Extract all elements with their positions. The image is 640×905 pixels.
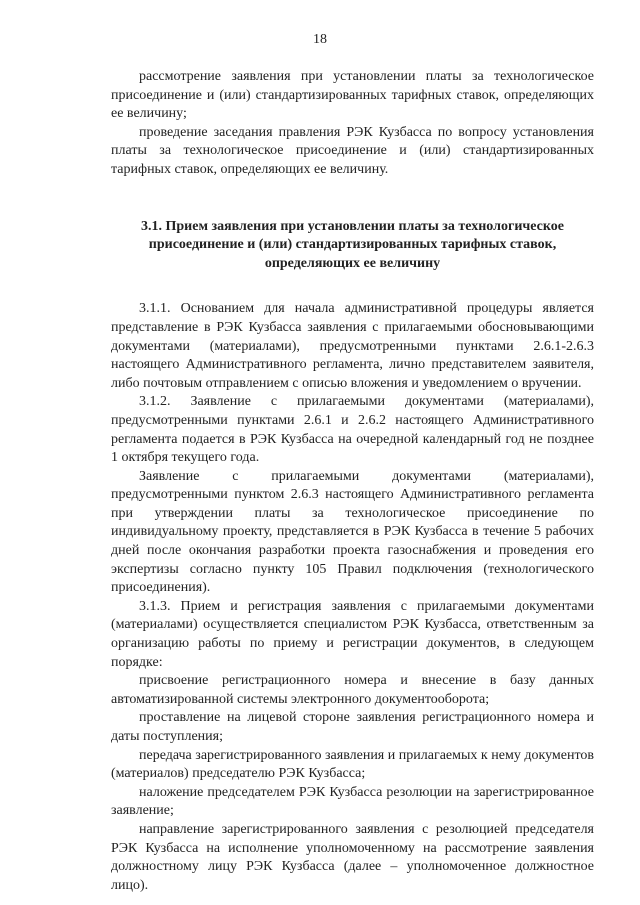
list-item-registration-number: присвоение регистрационного номера и внесение в базу данных автоматизированной системы электронного документооборота; (111, 673, 594, 707)
section-title: 3.1. Прием заявления при установлении платы за технологическое присоединение и (или) стандартизированных тарифных ставок, определяющих ее величину (140, 218, 564, 271)
list-item-stamp-date: проставление на лицевой стороне заявления регистрационного номера и даты поступления; (111, 710, 594, 744)
intro-paragraph-2: проведение заседания правления РЭК Кузбасса по вопросу установления платы за технологическое присоединение и (или) стандартизированных тарифных ставок, определяющих ее величину. (111, 124, 594, 177)
paragraph-3-1-3: 3.1.3. Прием и регистрация заявления с прилагаемыми документами (материалами) осуществляется специалистом РЭК Кузбасса, ответственным за организацию работы по приему и регистрации документов, в следующем порядке: (111, 598, 594, 670)
document-body (111, 68, 594, 895)
paragraph-individual-project: Заявление с прилагаемыми документами (материалами), предусмотренными пунктом 2.6.3 настоящего Административного регламента при утверждении платы за технологическое присоединение по индивидуальному проекту, представляется в РЭК Кузбасса в течение 5 рабочих дней после окончания разработки проекта газоснабжения и проведения его экспертизы согласно пункту 105 Правил подключения (технологического присоединения). (111, 468, 594, 596)
page-number: 18 (313, 32, 327, 47)
paragraph-3-1-2: 3.1.2. Заявление с прилагаемыми документами (материалами), предусмотренными пунктами 2.6.1 и 2.6.2 настоящего Административного регламента подается в РЭК Кузбасса на очередной календарный год не позднее 1 октября текущего года. (111, 394, 594, 466)
list-item-send-to-official: направление зарегистрированного заявления с резолюцией председателя РЭК Кузбасса на исполнение уполномоченному на рассмотрение заявления должностному лицу РЭК Кузбасса (далее – уполномоченное должностное лицо). (111, 821, 594, 893)
list-item-resolution: наложение председателем РЭК Кузбасса резолюции на зарегистрированное заявление; (111, 784, 594, 819)
paragraph-3-1-1: 3.1.1. Основанием для начала административной процедуры является представление в РЭК Кузбасса заявления с прилагаемыми обосновывающими документами (материалами), предусмотренными пунктами 2.6.1-2.6.3 настоящего Административного регламента, лично представителем заявителя, либо почтовым отправлением с описью вложения и уведомлением о вручении. (111, 301, 594, 391)
list-item-transfer-to-chairman: передача зарегистрированного заявления и прилагаемых к нему документов (материалов) председателю РЭК Кузбасса; (111, 747, 594, 782)
intro-paragraph-1: рассмотрение заявления при установлении платы за технологическое присоединение и (или) стандартизированных тарифных ставок, определяющих ее величину; (111, 69, 594, 122)
